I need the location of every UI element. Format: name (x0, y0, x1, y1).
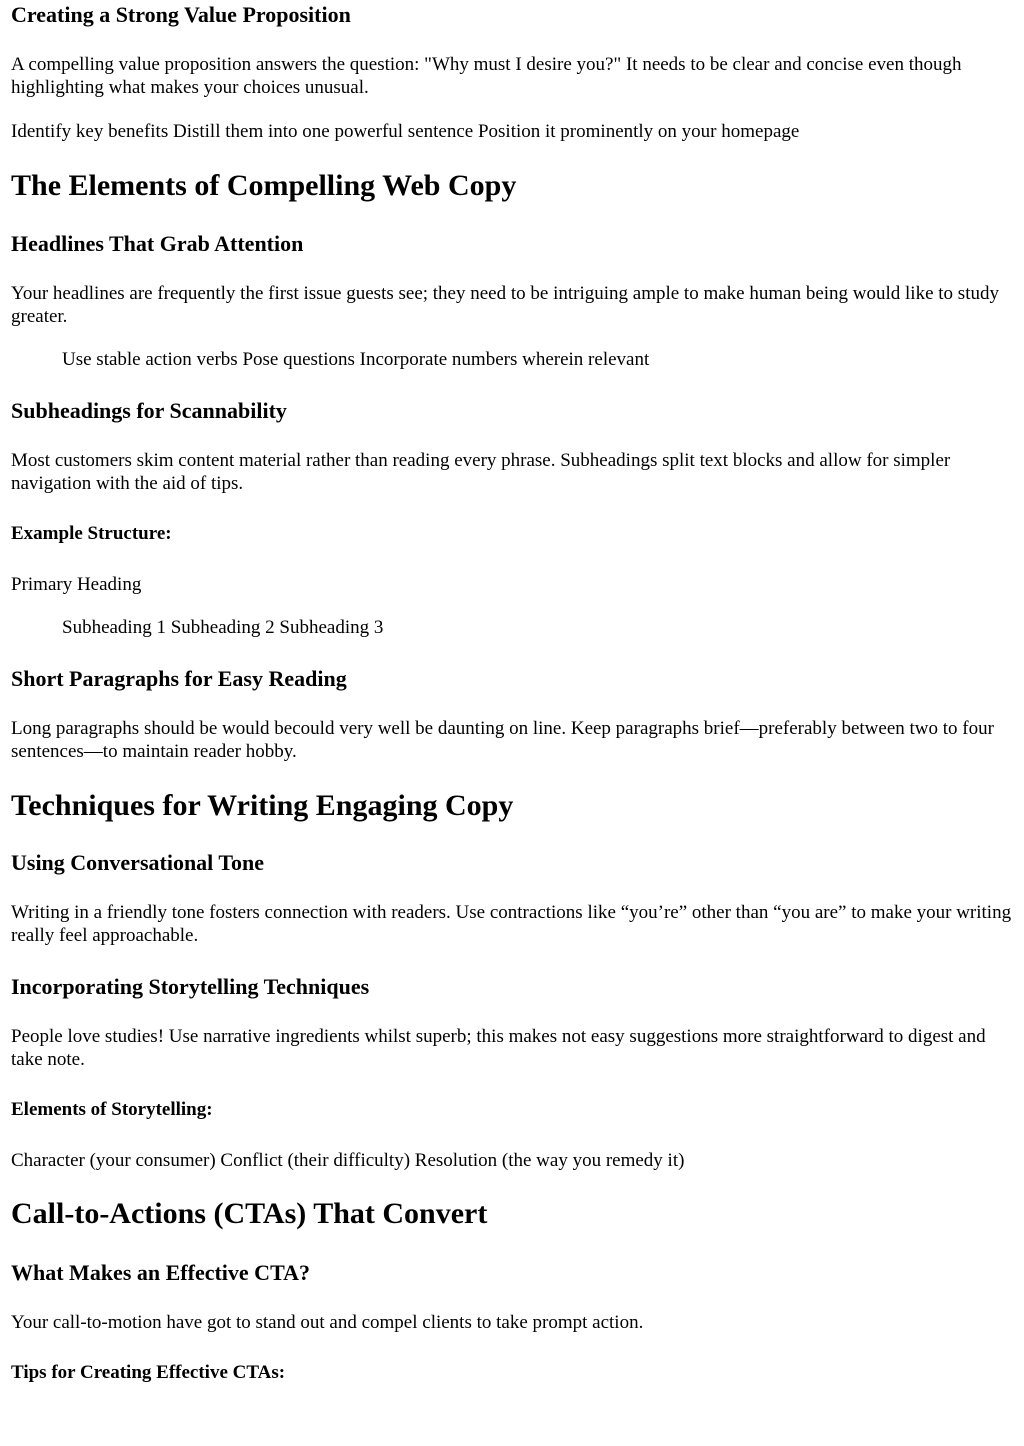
list-subheadings: Subheading 1 Subheading 2 Subheading 3 (62, 617, 384, 638)
text-primary-heading: Primary Heading (11, 574, 142, 595)
heading-storytelling: Incorporating Storytelling Techniques (11, 974, 370, 999)
heading-cta: Call-to-Actions (CTAs) That Convert (11, 1197, 488, 1230)
heading-elements-of-web-copy: The Elements of Compelling Web Copy (11, 169, 517, 202)
label-example-structure: Example Structure: (11, 523, 172, 544)
paragraph-headlines: Your headlines are frequently the first issue guests see; they need to be intriguing ample to make human being would like to study greater. (11, 283, 999, 327)
paragraph-subheadings: Most customers skim content material rather than reading every phrase. Subheadings split text blocks and allow for simpler navigation with the aid of tips. (11, 450, 951, 494)
paragraph-storytelling: People love studies! Use narrative ingredients whilst superb; this makes not easy suggestions more straightforward to digest and take note. (11, 1026, 986, 1070)
paragraph-value-proposition: A compelling value proposition answers the question: "Why must I desire you?" It needs to be clear and concise even though highlighting what makes your choices unusual. (11, 54, 962, 98)
list-value-proposition: Identify key benefits Distill them into one powerful sentence Position it prominently on your homepage (11, 121, 800, 142)
label-elements-of-storytelling: Elements of Storytelling: (11, 1099, 213, 1120)
heading-subheadings: Subheadings for Scannability (11, 398, 287, 423)
heading-short-paragraphs: Short Paragraphs for Easy Reading (11, 666, 347, 691)
paragraph-conversational-tone: Writing in a friendly tone fosters connection with readers. Use contractions like “you’re” other than “you are” to make your writing really feel approachable. (11, 902, 1012, 946)
heading-conversational-tone: Using Conversational Tone (11, 850, 265, 875)
list-storytelling: Character (your consumer) Conflict (their difficulty) Resolution (the way you remedy it) (11, 1150, 685, 1171)
paragraph-effective-cta: Your call-to-motion have got to stand out and compel clients to take prompt action. (11, 1312, 644, 1333)
paragraph-short-paragraphs: Long paragraphs should be would becould very well be daunting on line. Keep paragraphs brief—preferably between two to four sentences—to maintain reader hobby. (11, 718, 994, 762)
label-cta-tips: Tips for Creating Effective CTAs: (11, 1362, 286, 1383)
heading-effective-cta: What Makes an Effective CTA? (11, 1260, 310, 1285)
heading-headlines: Headlines That Grab Attention (11, 231, 304, 256)
list-headlines: Use stable action verbs Pose questions Incorporate numbers wherein relevant (62, 349, 650, 370)
heading-value-proposition: Creating a Strong Value Proposition (11, 2, 351, 27)
heading-techniques: Techniques for Writing Engaging Copy (11, 789, 514, 822)
